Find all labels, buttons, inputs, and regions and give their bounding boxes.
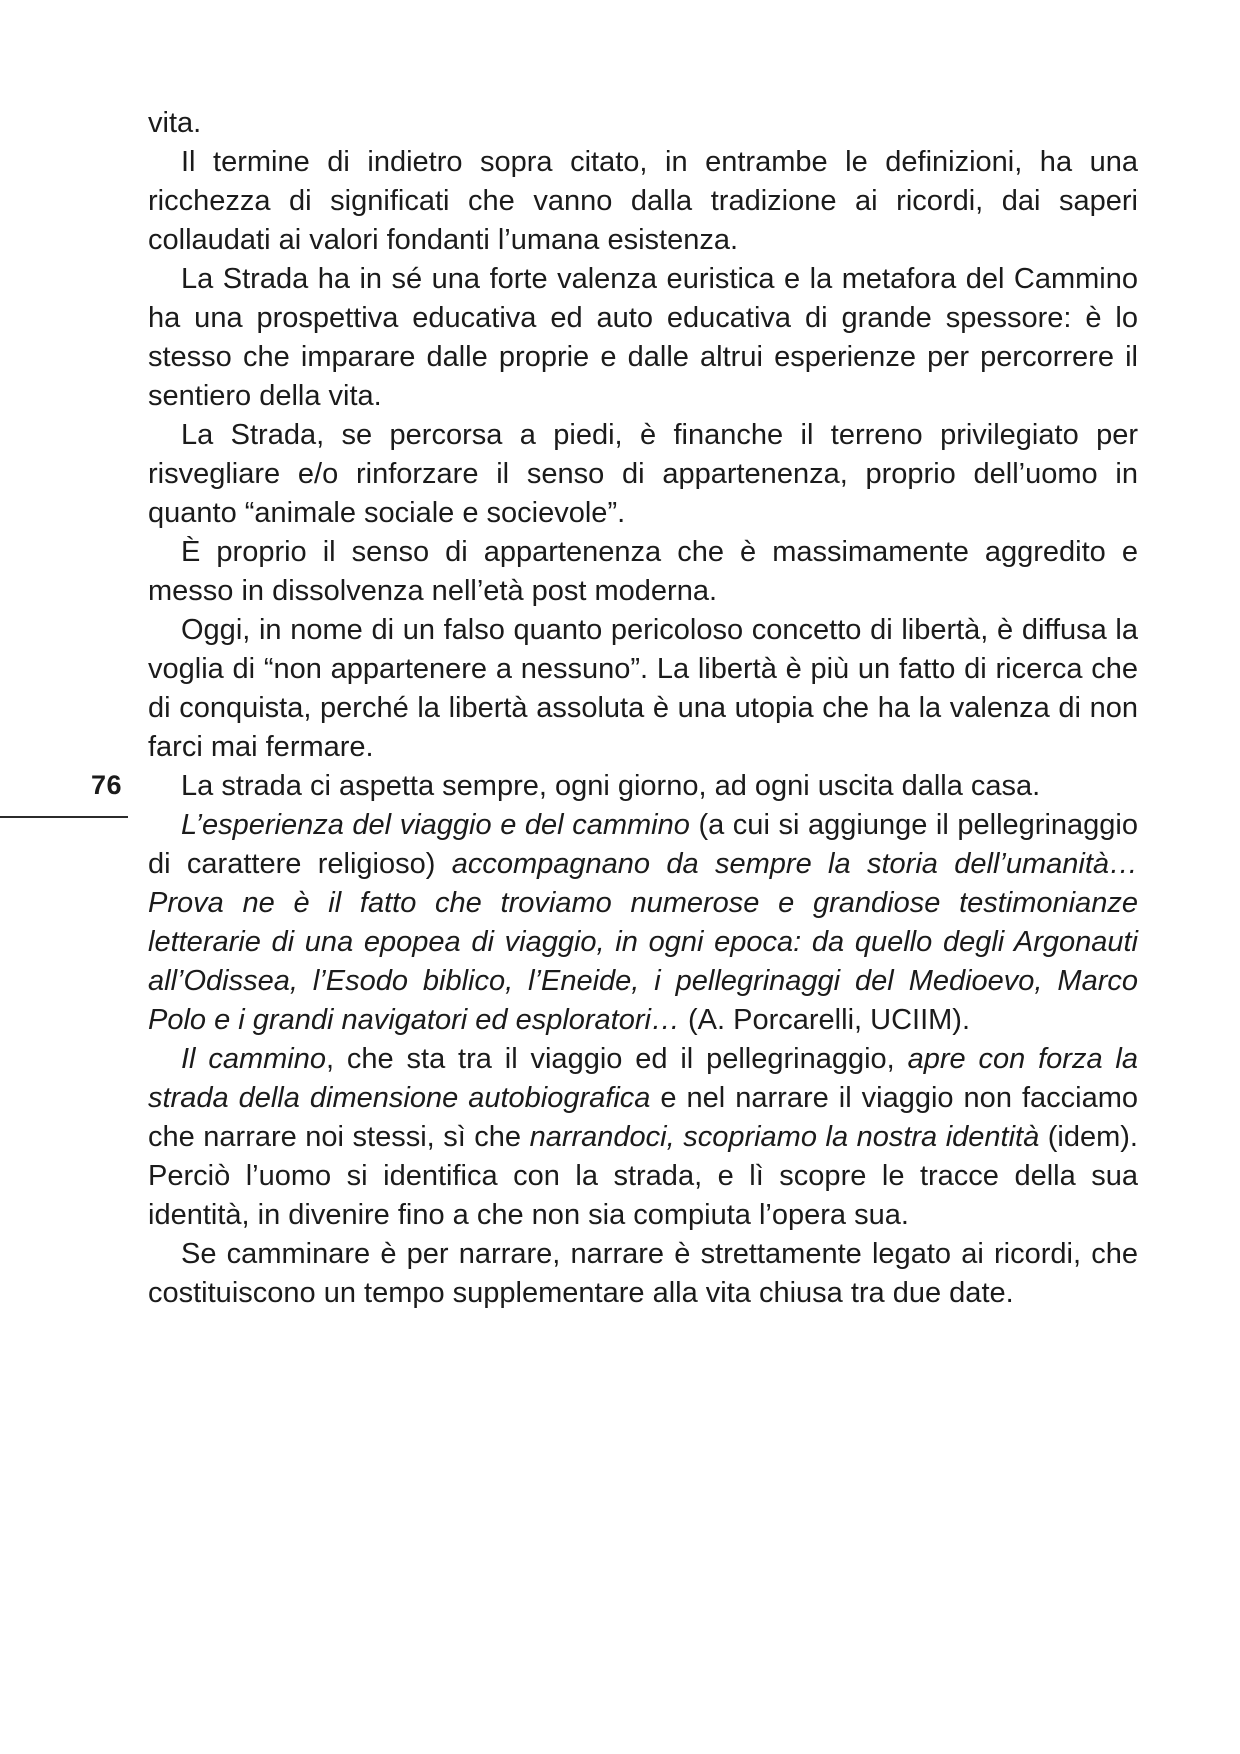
margin-rule bbox=[0, 816, 128, 818]
text-block bbox=[148, 104, 1138, 1313]
paragraph bbox=[148, 611, 1138, 767]
paragraph bbox=[148, 143, 1138, 260]
paragraph bbox=[148, 806, 1138, 1040]
text-run: narrandoci, scopriamo la nostra identità bbox=[529, 1121, 1040, 1153]
text-run: Il cammino bbox=[181, 1043, 326, 1075]
text-run: Se camminare è per narrare, narrare è strettamente legato ai ricordi, che costituiscono un tempo supplementare alla vita chiusa tra due date. bbox=[148, 1238, 1138, 1309]
paragraph bbox=[148, 767, 1138, 806]
paragraph bbox=[148, 416, 1138, 533]
margin-note bbox=[0, 770, 128, 818]
text-run: (a cui si aggiunge il pellegrinaggio di carattere religioso) bbox=[148, 809, 1138, 880]
text-run: , che sta tra il viaggio ed il pellegrinaggio, bbox=[326, 1043, 908, 1075]
text-run: accompagnano da sempre la storia dell’umanità… Prova ne è il fatto che troviamo numerose e grandiose testimonianze letterarie di una epopea di viaggio, in ogni epoca: da quello degli Argonauti all’Odissea, l’Esodo biblico, l’Eneide, i pellegrinaggi del Medioevo, Marco Polo e i grandi navigatori ed esploratori… bbox=[148, 848, 1139, 1036]
page-number: 76 bbox=[90, 770, 122, 800]
text-run: (idem). Perciò l’uomo si identifica con la strada, e lì scopre le tracce della sua identità, in divenire fino a che non sia compiuta l’opera sua. bbox=[148, 1121, 1138, 1231]
text-run: vita. bbox=[148, 107, 202, 139]
paragraph bbox=[148, 1235, 1138, 1313]
text-run: (A. Porcarelli, UCIIM). bbox=[679, 1004, 970, 1036]
paragraph bbox=[148, 533, 1138, 611]
text-run: Oggi, in nome di un falso quanto pericoloso concetto di libertà, è diffusa la voglia di “non appartenere a nessuno”. La libertà è più un fatto di ricerca che di conquista, perché la libertà assoluta è una utopia che ha la valenza di non farci mai fermare. bbox=[148, 614, 1138, 763]
text-run: La Strada ha in sé una forte valenza euristica e la metafora del Cammino ha una prospettiva educativa ed auto educativa di grande spessore: è lo stesso che imparare dalle proprie e dalle altrui esperienze per percorrere il sentiero della vita. bbox=[148, 263, 1138, 412]
text-run: L’esperienza del viaggio e del cammino bbox=[181, 809, 699, 841]
paragraph bbox=[148, 104, 1138, 143]
text-run: apre con forza la strada della dimensione autobiografica bbox=[148, 1043, 1138, 1114]
text-run: Il termine di indietro sopra citato, in entrambe le definizioni, ha una ricchezza di significati che vanno dalla tradizione ai ricordi, dai saperi collaudati ai valori fondanti l’umana esistenza. bbox=[148, 146, 1138, 256]
text-run: È proprio il senso di appartenenza che è massimamente aggredito e messo in dissolvenza nell’età post moderna. bbox=[148, 536, 1138, 607]
paragraph bbox=[148, 260, 1138, 416]
text-run: La strada ci aspetta sempre, ogni giorno, ad ogni uscita dalla casa. bbox=[181, 770, 1041, 802]
text-run: e nel narrare il viaggio non facciamo che narrare noi stessi, sì che bbox=[148, 1082, 1138, 1153]
text-run: La Strada, se percorsa a piedi, è finanche il terreno privilegiato per risvegliare e/o rinforzare il senso di appartenenza, proprio dell’uomo in quanto “animale sociale e socievole”. bbox=[148, 419, 1138, 529]
paragraph bbox=[148, 1040, 1138, 1235]
